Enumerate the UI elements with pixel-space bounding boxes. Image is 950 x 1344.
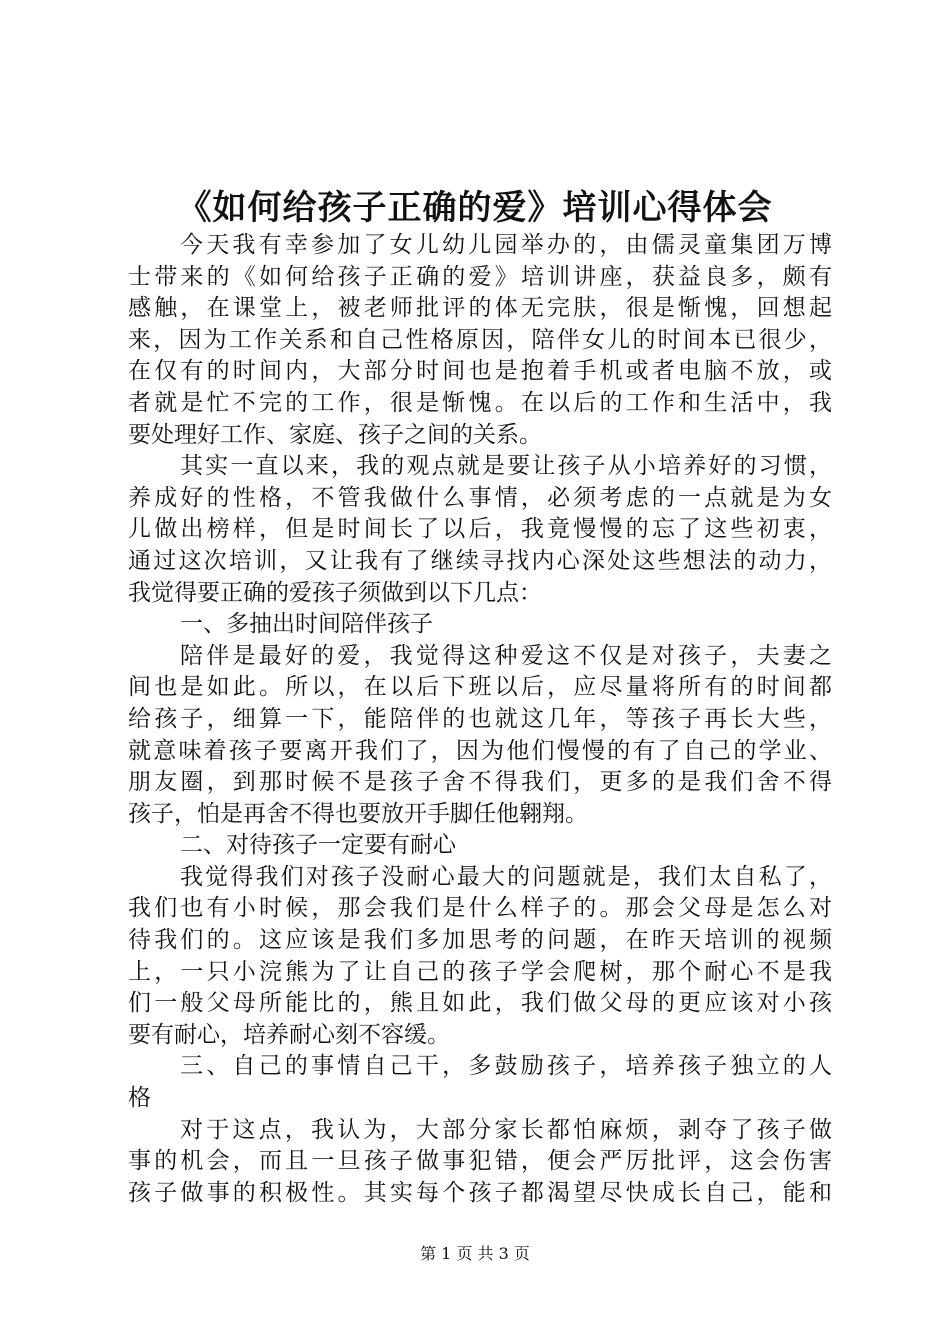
text-line: 孩子，怕是再舍不得也要放开手脚任他翱翔。 (128, 800, 588, 827)
text-line: 们一般父母所能比的，熊且如此，我们做父母的更应该对小孩 (128, 990, 832, 1017)
text-line: 要有耐心，培养耐心刻不容缓。 (128, 1021, 450, 1048)
section-heading: 格 (128, 1085, 151, 1112)
text-line: 对于这点，我认为，大部分家长都怕麻烦，剥夺了孩子做 (180, 1116, 832, 1143)
text-line: 要处理好工作、家庭、孩子之间的关系。 (128, 421, 542, 448)
text-line: 就意味着孩子要离开我们了，因为他们慢慢的有了自己的学业、 (128, 737, 832, 764)
page-footer: 第 1 页 共 3 页 (420, 1244, 530, 1263)
text-line: 待我们的。这应该是我们多加思考的问题，在昨天培训的视频 (128, 927, 832, 954)
text-line: 其实一直以来，我的观点就是要让孩子从小培养好的习惯， (180, 453, 832, 480)
text-line: 今天我有幸参加了女儿幼儿园举办的，由儒灵童集团万博 (180, 232, 832, 258)
text-line: 我觉得要正确的爱孩子须做到以下几点： (128, 579, 542, 606)
text-line: 通过这次培训，又让我有了继续寻找内心深处这些想法的动力， (128, 547, 832, 574)
text-line: 者就是忙不完的工作，很是惭愧。在以后的工作和生活中，我 (128, 389, 832, 416)
text-line: 陪伴是最好的爱，我觉得这种爱这不仅是对孩子，夫妻之 (180, 642, 832, 669)
text-line: 儿做出榜样，但是时间长了以后，我竟慢慢的忘了这些初衷， (128, 516, 832, 543)
section-heading: 三、自己的事情自己干，多鼓励孩子，培养孩子独立的人 (180, 1053, 832, 1080)
text-line: 在仅有的时间内，大部分时间也是抱着手机或者电脑不放，或 (128, 358, 832, 385)
text-line: 感触，在课堂上，被老师批评的体无完肤，很是惭愧，回想起 (128, 295, 832, 322)
text-line: 事的机会，而且一旦孩子做事犯错，便会严厉批评，这会伤害 (128, 1148, 832, 1175)
text-line: 间也是如此。所以，在以后下班以后，应尽量将所有的时间都 (128, 674, 832, 701)
text-line: 士带来的《如何给孩子正确的爱》培训讲座，获益良多，颇有 (128, 263, 832, 290)
text-line: 我们也有小时候，那会我们是什么样子的。那会父母是怎么对 (128, 895, 832, 922)
text-line: 上，一只小浣熊为了让自己的孩子学会爬树，那个耐心不是我 (128, 958, 832, 985)
document-title: 《如何给孩子正确的爱》培训心得体会 (177, 188, 773, 228)
text-line: 朋友圈，到那时候不是孩子舍不得我们，更多的是我们舍不得 (128, 769, 832, 796)
section-heading: 二、对待孩子一定要有耐心 (180, 832, 456, 859)
section-heading: 一、多抽出时间陪伴孩子 (180, 611, 433, 638)
text-line: 给孩子，细算一下，能陪伴的也就这几年，等孩子再长大些， (128, 705, 832, 732)
document-body (128, 230, 832, 1209)
text-line: 孩子做事的积极性。其实每个孩子都渴望尽快成长自己，能和 (128, 1179, 832, 1206)
text-line: 来，因为工作关系和自己性格原因，陪伴女儿的时间本已很少， (128, 326, 832, 353)
text-line: 养成好的性格，不管我做什么事情，必须考虑的一点就是为女 (128, 484, 832, 511)
text-line: 我觉得我们对孩子没耐心最大的问题就是，我们太自私了， (180, 863, 832, 890)
